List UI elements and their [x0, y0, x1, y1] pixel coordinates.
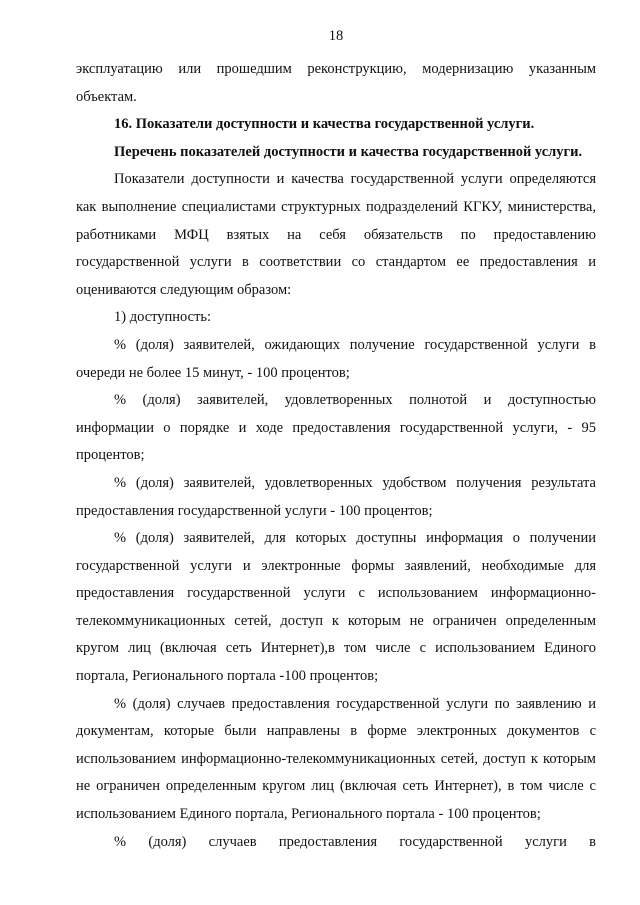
list-item-truncated: % (доля) случаев предоставления государственной услуги в: [114, 833, 596, 850]
paragraph: Показатели доступности и качества государственной услуги определяются как выполнение специалистами структурных подразделений КГКУ, министерства, работниками МФЦ взятых на себя обязательств по предоставлению государственной услуги в соответствии со стандартом ее предоставления и оцениваются следующим образом:: [76, 171, 596, 298]
subsection-heading: Перечень показателей доступности и качества государственной услуги.: [114, 143, 583, 160]
section-heading: 16. Показатели доступности и качества государственной услуги.: [114, 116, 535, 133]
paragraph-continuation: эксплуатацию или прошедшим реконструкцию, модернизацию указанным объектам.: [76, 61, 596, 105]
list-item: % (доля) заявителей, для которых доступны информация о получении государственной услуги и электронные формы заявлений, необходимые для предоставления государственной услуги с использованием информационно-телекоммуникационных сетей, доступ к которым не ограничен определенным кругом лиц (включая сеть Интернет),в том числе с использованием Единого портала, Регионального портала -100 процентов;: [76, 530, 596, 685]
list-item: 1) доступность:: [114, 309, 212, 326]
list-item: % (доля) случаев предоставления государственной услуги по заявлению и документам, которые были направлены в форме электронных документов с использованием информационно-телекоммуникационных сетей, доступ к которым не ограничен определенным кругом лиц (включая сеть Интернет), в том числе с использованием Единого портала, Регионального портала - 100 процентов;: [76, 695, 596, 823]
list-item: % (доля) заявителей, удовлетворенных полнотой и доступностью информации о порядке и ходе предоставления государственной услуги, - 95 процентов;: [76, 392, 596, 464]
page-number: 18: [328, 28, 344, 44]
list-item: % (доля) заявителей, ожидающих получение государственной услуги в очереди не более 15 минут, - 100 процентов;: [76, 336, 596, 381]
list-item: % (доля) заявителей, удовлетворенных удобством получения результата предоставления государственной услуги - 100 процентов;: [76, 474, 596, 519]
